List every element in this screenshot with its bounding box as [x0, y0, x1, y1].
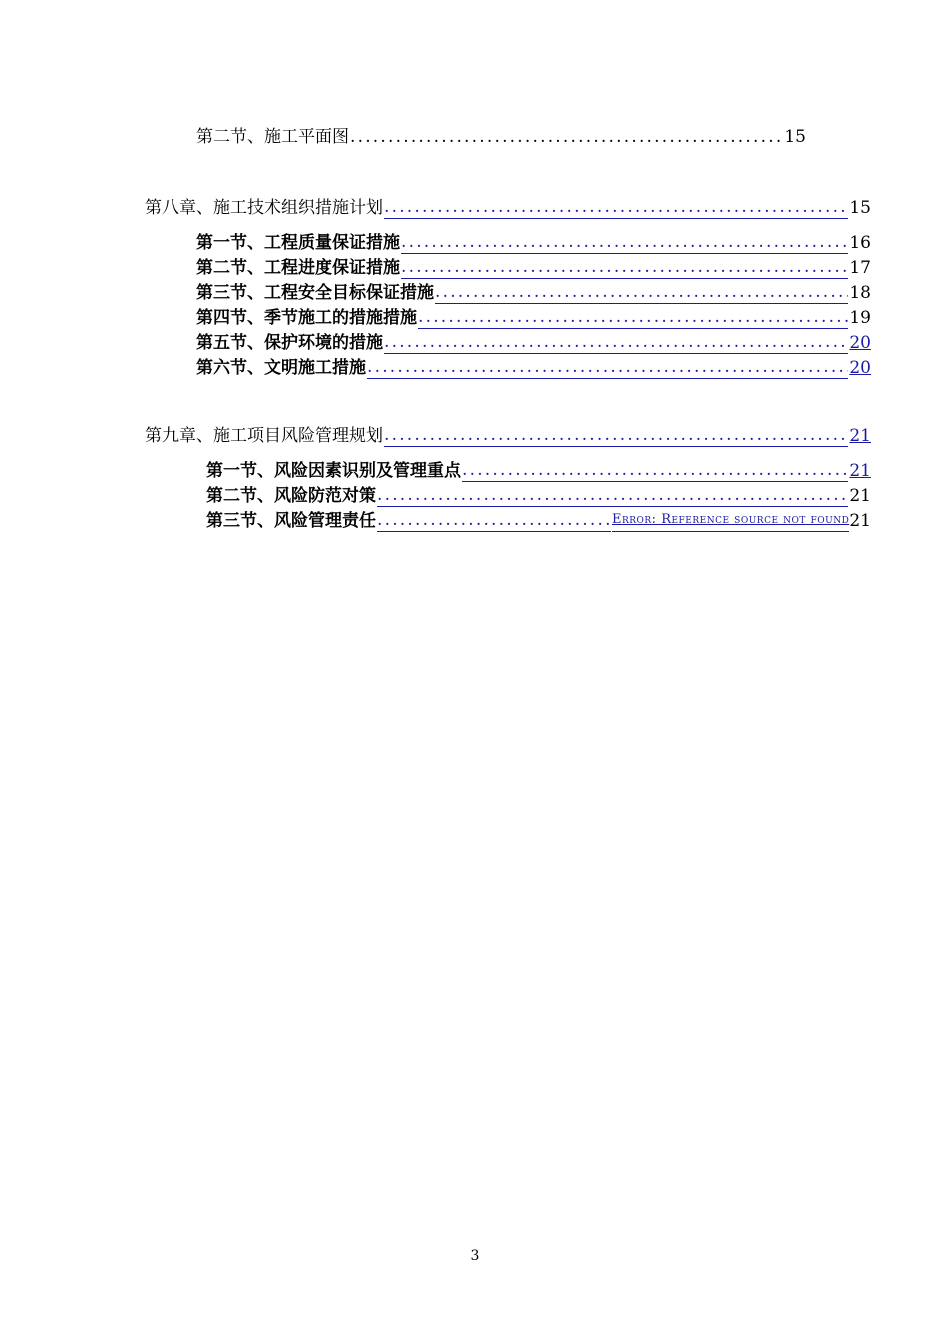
toc-page-number[interactable]: 20: [849, 358, 871, 378]
toc-page-number: 21: [849, 486, 871, 506]
toc-dot-leader[interactable]: [418, 306, 848, 329]
toc-page-number: 16: [849, 233, 871, 253]
toc-entry-section-9-3[interactable]: [206, 509, 871, 532]
toc-entry-label: 第三节、工程安全目标保证措施: [196, 283, 434, 303]
toc-page-number[interactable]: 21: [849, 426, 871, 446]
toc-dot-leader[interactable]: [462, 459, 848, 482]
toc-entry-section-8-5[interactable]: [196, 331, 871, 354]
toc-dot-leader[interactable]: [401, 256, 848, 279]
toc-entry-section-8-4[interactable]: [196, 306, 871, 329]
toc-entry-section-8-3[interactable]: [196, 281, 871, 304]
toc-page-number: 21: [849, 511, 871, 531]
toc-page-number: 15: [849, 198, 871, 218]
toc-dot-leader[interactable]: [377, 509, 611, 532]
toc-entry-label: 第三节、风险管理责任: [206, 511, 376, 531]
toc-entry-label: 第一节、工程质量保证措施: [196, 233, 400, 253]
toc-entry-section-9-2[interactable]: [206, 484, 871, 507]
toc-entry-section-8-2[interactable]: [196, 256, 871, 279]
toc-dot-leader[interactable]: [435, 281, 848, 304]
toc-dot-leader: [350, 126, 783, 148]
reference-error-text[interactable]: Error: Reference source not found: [612, 509, 849, 532]
toc-dot-leader[interactable]: [401, 231, 848, 254]
toc-entry-section-9-1[interactable]: [206, 459, 871, 482]
toc-page-number: 15: [784, 127, 806, 147]
toc-entry-label: 第二节、风险防范对策: [206, 486, 376, 506]
toc-dot-leader[interactable]: [384, 424, 848, 447]
toc-dot-leader[interactable]: [377, 484, 848, 507]
toc-entry-label: 第五节、保护环境的措施: [196, 333, 383, 353]
toc-entry-label: 第九章、施工项目风险管理规划: [145, 426, 383, 446]
toc-entry-label: 第一节、风险因素识别及管理重点: [206, 461, 461, 481]
toc-page-number[interactable]: 20: [849, 333, 871, 353]
toc-page-number: 18: [849, 283, 871, 303]
toc-page-number: 19: [849, 308, 871, 328]
toc-page-number: 17: [849, 258, 871, 278]
toc-entry-chapter-8[interactable]: [145, 196, 871, 219]
toc-entry-section-2-site-plan: [196, 126, 806, 148]
toc-entry-label: 第二节、工程进度保证措施: [196, 258, 400, 278]
toc-dot-leader[interactable]: [367, 356, 848, 379]
toc-entry-label: 第八章、施工技术组织措施计划: [145, 198, 383, 218]
toc-entry-chapter-9[interactable]: [145, 424, 871, 447]
toc-page-number[interactable]: 21: [849, 461, 871, 481]
toc-entry-section-8-6[interactable]: [196, 356, 871, 379]
toc-entry-label: 第二节、施工平面图: [196, 127, 349, 147]
toc-entry-label: 第四节、季节施工的措施措施: [196, 308, 417, 328]
footer-page-number: 3: [470, 1248, 480, 1264]
toc-entry-label: 第六节、文明施工措施: [196, 358, 366, 378]
toc-dot-leader[interactable]: [384, 196, 848, 219]
toc-dot-leader[interactable]: [384, 331, 848, 354]
toc-entry-section-8-1[interactable]: [196, 231, 871, 254]
